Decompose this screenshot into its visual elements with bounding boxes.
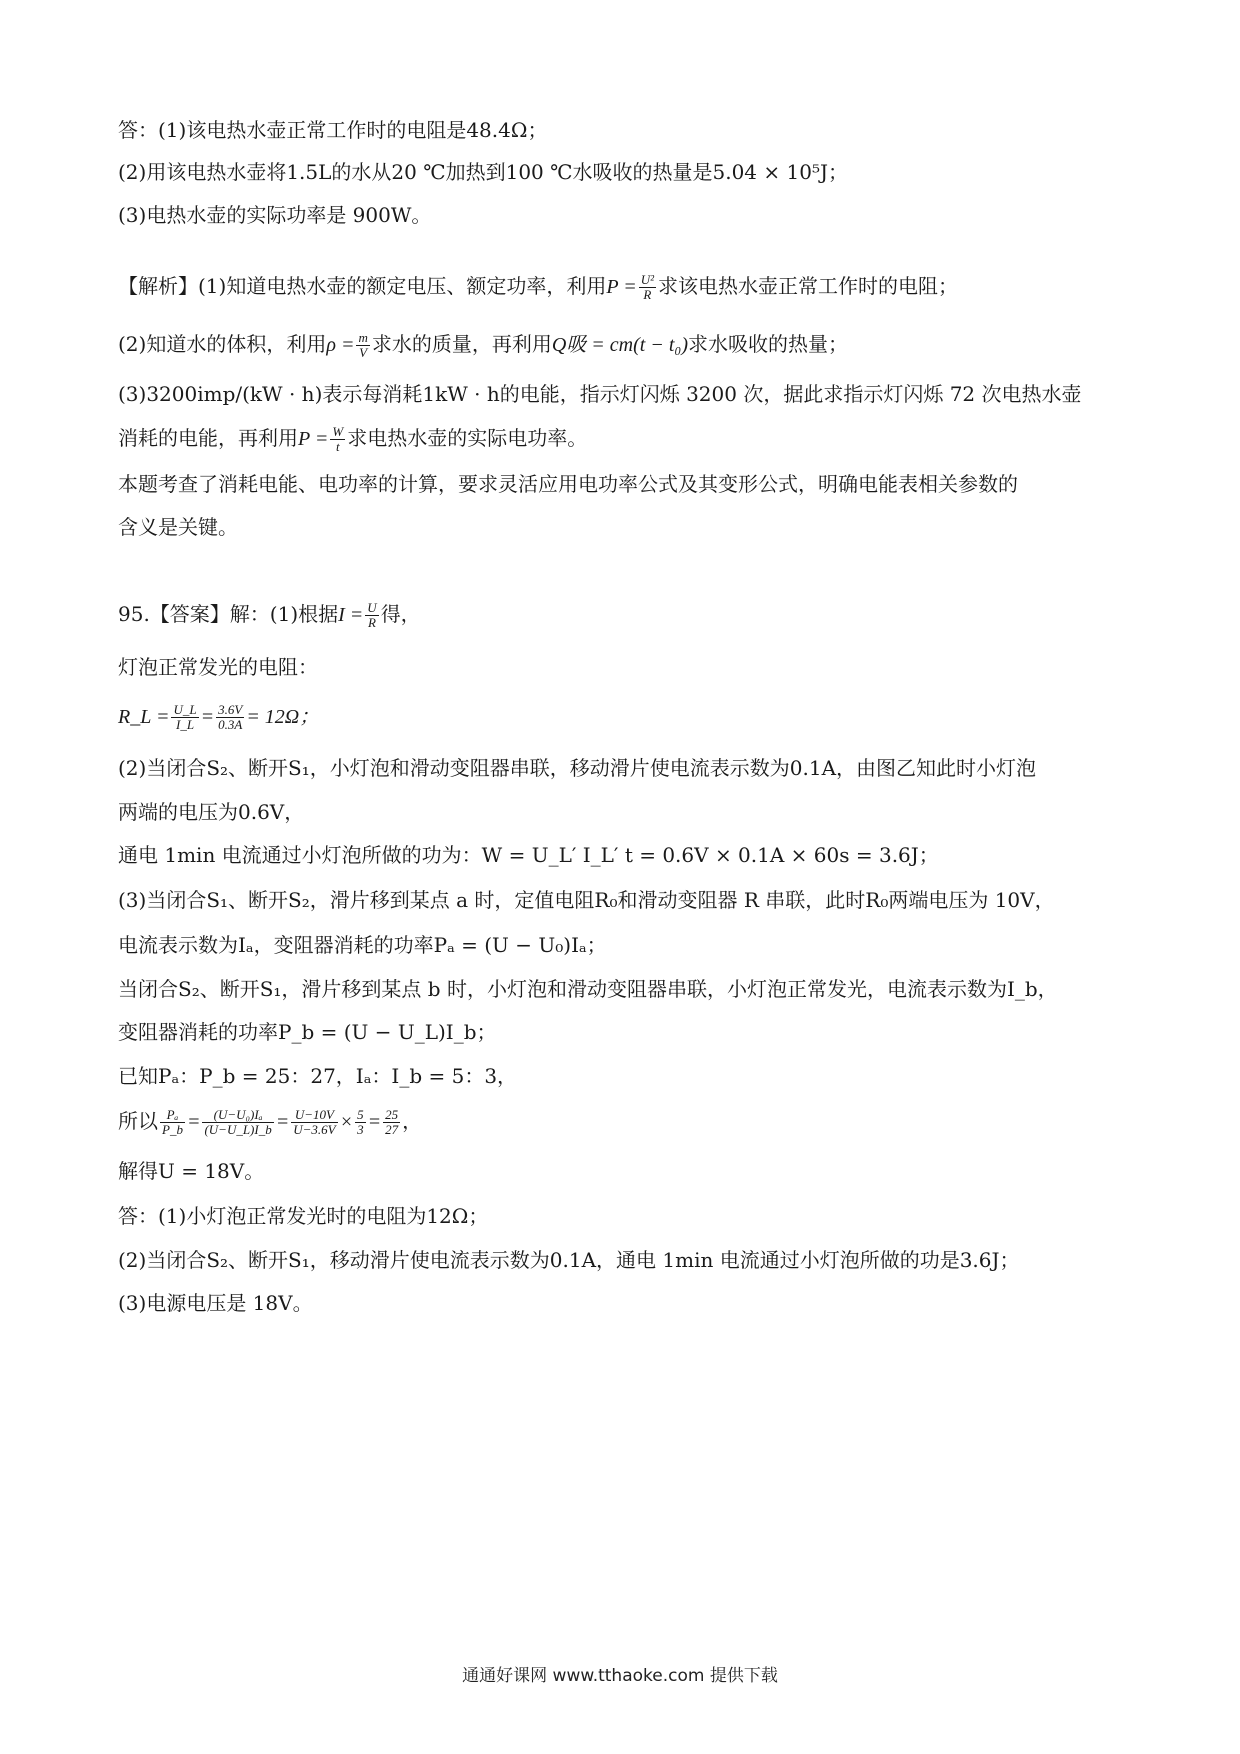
text-segment: 所以 [118,1109,158,1133]
text-segment: 求水的质量，再利用 [371,332,552,356]
text-segment: 求该电热水壶正常工作时的电阻； [658,274,958,298]
text-line: 解得U = 18V。 [118,1159,265,1183]
text-segment: 95.【答案】解：(1)根据 [118,602,339,626]
denominator: (U−U_L)I_b [204,1122,272,1137]
analysis-line [118,272,958,302]
text-line: (2)用该电热水壶将1.5L的水从20 ℃加热到100 ℃水吸收的热量是5.04 × 10⁵J； [118,160,848,184]
numerator: U² [640,272,654,287]
text-line: (2)当闭合S₂、断开S₁，移动滑片使电流表示数为0.1A，通电 1min 电流通过小灯泡所做的功是3.6J； [118,1248,1020,1272]
text-line: 含义是关键。 [118,515,238,539]
text-segment: (2)知道水的体积，利用 [118,332,327,356]
fraction [330,425,345,454]
formula-lhs: P = [606,276,637,298]
numerator: 5 [357,1107,364,1122]
text-segment: 求水吸收的热量； [688,332,848,356]
formula-lhs: ρ = [326,334,355,356]
times: × [339,1111,354,1133]
text-segment: 得， [380,602,421,626]
formula-lhs: P = [298,428,329,450]
denominator: R [368,615,376,630]
numerator: U−10V [291,1108,337,1123]
text-line: 通电 1min 电流通过小灯泡所做的功为：W = U_L′ I_L′ t = 0.6V × 0.1A × 60s = 3.6J； [118,843,939,867]
denominator: U−3.6V [293,1122,336,1137]
fraction [356,331,369,360]
denominator: V [359,345,368,360]
formula-lhs: R_L = [118,706,170,728]
text-line: 本题考查了消耗电能、电功率的计算，要求灵活应用电功率公式及其变形公式，明确电能表相关参数的 [118,472,1018,496]
answer-heading [118,600,421,630]
equals: = [200,706,215,728]
text-line: (3)当闭合S₁、断开S₂，滑片移到某点 a 时，定值电阻R₀和滑动变阻器 R 串联，此时R₀两端电压为 10V， [118,888,1055,912]
denominator: t [335,439,340,454]
fraction [160,1108,185,1137]
fraction [383,1108,400,1137]
fraction [365,601,378,630]
fraction [202,1108,273,1137]
analysis-line [118,424,587,454]
text-line: 当闭合S₂、断开S₁，滑片移到某点 b 时，小灯泡和滑动变阻器串联，小灯泡正常发光，电流表示数为I_b， [118,977,1058,1001]
denominator: R [643,287,652,302]
text-line: (3)3200imp/(kW · h)表示每消耗1kW · h的电能，指示灯闪烁 3200 次，据此求指示灯闪烁 72 次电热水壶 [118,382,1082,406]
fraction [291,1108,337,1137]
numerator: (U−U₀)Iₐ [202,1108,273,1123]
text-segment: 消耗的电能，再利用 [118,426,298,450]
text-segment: 【解析】(1)知道电热水壶的额定电压、额定功率，利用 [118,274,607,298]
text-line: (3)电热水壶的实际功率是 900W。 [118,203,432,227]
denominator: 27 [385,1122,399,1137]
formula-line [118,702,319,732]
equals: = [367,1111,382,1133]
denominator: P_b [162,1122,183,1137]
denominator: I_L [176,717,195,732]
text-segment: 求电热水壶的实际电功率。 [347,426,588,450]
equals: = [186,1111,201,1133]
fraction [171,703,198,732]
formula: Q吸 = cm(t − t₀) [551,334,688,356]
fraction [355,1108,366,1137]
text-line: 答：(1)该电热水壶正常工作时的电阻是48.4Ω； [118,118,548,142]
fraction [639,273,656,302]
numerator: Pₐ [160,1108,185,1123]
text-line: 已知Pₐ：P_b = 25：27，Iₐ：I_b = 5：3， [118,1064,518,1088]
numerator: U [367,600,377,615]
formula-result: = 12Ω； [246,706,320,728]
formula-lhs: I = [338,604,364,626]
numerator: m [358,330,368,345]
text-line: 两端的电压为0.6V， [118,800,305,824]
denominator: 0.3A [218,717,243,732]
text-line: (2)当闭合S₂、断开S₁，小灯泡和滑动变阻器串联，移动滑片使电流表示数为0.1A，由图乙知此时小灯泡 [118,756,1037,780]
text-line: 答：(1)小灯泡正常发光时的电阻为12Ω； [118,1204,489,1228]
analysis-line [118,330,848,360]
text-line: 变阻器消耗的功率P_b = (U − U_L)I_b； [118,1020,497,1044]
text-segment: ， [402,1109,423,1133]
page-footer: 通通好课网 www.tthaoke.com 提供下载 [462,1666,778,1686]
equals: = [275,1111,290,1133]
numerator: W [332,424,344,439]
numerator: 25 [385,1107,399,1122]
numerator: 3.6V [218,702,243,717]
denominator: 3 [357,1122,364,1137]
numerator: U_L [173,702,197,717]
text-line: (3)电源电压是 18V。 [118,1291,313,1315]
ratio-line [118,1107,422,1137]
fraction [216,703,244,732]
text-line: 电流表示数为Iₐ，变阻器消耗的功率Pₐ = (U − U₀)Iₐ； [118,933,607,957]
text-line: 灯泡正常发光的电阻： [118,655,318,679]
